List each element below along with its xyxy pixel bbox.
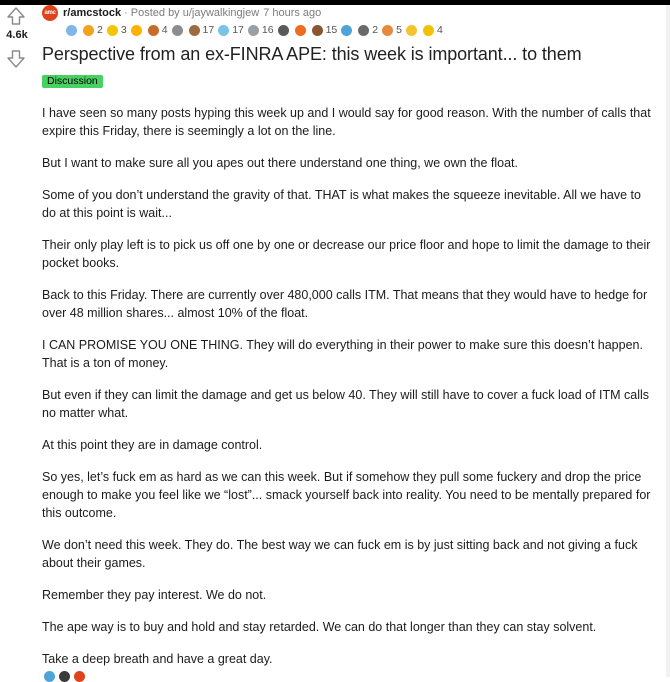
clapping-hands-icon — [131, 25, 142, 36]
treasure-icon — [278, 25, 289, 36]
post-flair[interactable]: Discussion — [42, 75, 103, 88]
body-paragraph: But I want to make sure all you apes out there understand one thing, we own the float. — [42, 156, 518, 170]
post-meta — [42, 5, 321, 21]
award-count: 16 — [261, 24, 274, 36]
body-paragraph: I have seen so many posts hyping this week up and I would say for good reason. With the number of calls that expire this Friday, there is seemingly a lot on the line. — [42, 106, 651, 138]
body-paragraph: But even if they can limit the damage and get us below 40. They will still have to cover a fuck load of ITM calls no matter what. — [42, 388, 650, 420]
fire-ape-icon — [295, 25, 306, 36]
award[interactable] — [382, 24, 402, 36]
gorilla-hand-icon — [172, 25, 183, 36]
posted-by-label: Posted by — [130, 7, 180, 19]
award-count: 2 — [372, 24, 379, 36]
crown-icon — [107, 25, 118, 36]
award-count: 15 — [325, 24, 338, 36]
subreddit-link[interactable]: r/amcstock — [63, 7, 122, 19]
blue-badge-icon — [66, 25, 77, 36]
body-paragraph: Take a deep breath and have a great day. — [42, 652, 273, 666]
award[interactable] — [248, 24, 274, 36]
body-paragraph: So yes, let’s fuck em as hard as we can this week. But if somehow they pull some fuckery and drop the price enough to make you feel like we “lost”... smack yourself back into reality. You need to be mentally prepared for this outcome. — [42, 470, 651, 520]
award[interactable] — [423, 24, 443, 36]
award[interactable] — [83, 24, 103, 36]
silver-dollar-icon — [248, 25, 259, 36]
author-link[interactable]: u/jaywalkingjew — [182, 7, 260, 19]
scroll-track[interactable] — [666, 5, 670, 677]
award[interactable] — [66, 25, 79, 36]
award[interactable] — [218, 24, 244, 36]
body-paragraph: I CAN PROMISE YOU ONE THING. They will do everything in their power to make sure this doesn’t happen. That is a ton of money. — [42, 338, 643, 370]
body-paragraph: Back to this Friday. There are currently over 480,000 calls ITM. That means that they would have to hedge for over 48 million shares... almost 10% of the float. — [42, 288, 648, 320]
award[interactable] — [358, 24, 378, 36]
award-count: 2 — [97, 24, 103, 36]
body-paragraph: At this point they are in damage control. — [42, 438, 263, 452]
body-paragraph: Some of you don’t understand the gravity of that. THAT is what makes the squeeze inevitable. All we have to do at this point is wait... — [42, 188, 641, 220]
award[interactable] — [278, 25, 291, 36]
body-paragraph: Their only play left is to pick us off one by one or decrease our price floor and hope to limit the damage to their pocket books. — [42, 238, 651, 270]
bear-icon — [312, 25, 323, 36]
hands-up-icon — [423, 25, 434, 36]
award-count: 4 — [436, 24, 443, 36]
post-time[interactable]: 7 hours ago — [263, 7, 322, 19]
award[interactable] — [341, 25, 354, 36]
laugh-icon — [406, 25, 417, 36]
meta-separator: · — [124, 7, 128, 19]
award[interactable] — [312, 24, 338, 36]
vote-score: 4.6k — [6, 29, 28, 41]
body-paragraph: The ape way is to buy and hold and stay retarded. We can do that longer than they can stay solvent. — [42, 620, 597, 634]
award-count: 3 — [120, 24, 127, 36]
diamond-trophy-icon — [218, 25, 229, 36]
subreddit-icon[interactable]: amc — [42, 5, 58, 21]
award[interactable] — [131, 25, 144, 36]
post-title[interactable]: Perspective from an ex-FINRA APE: this week is important... to them — [42, 44, 582, 64]
awards-row[interactable] — [66, 22, 447, 38]
rocket-ship-icon — [148, 25, 159, 36]
award-count: 5 — [396, 24, 402, 36]
body-paragraph: We don’t need this week. They do. The best way we can fuck em is by just sitting back and not giving a fuck about their games. — [42, 538, 638, 570]
downvote-arrow-icon[interactable] — [6, 49, 26, 69]
award-count: 17 — [202, 24, 215, 36]
award[interactable] — [406, 25, 419, 36]
award-count: 17 — [232, 24, 244, 36]
award[interactable] — [189, 24, 215, 36]
ape-icon — [189, 25, 200, 36]
smile-coin-icon — [341, 25, 352, 36]
upvote-arrow-icon[interactable] — [6, 6, 26, 26]
body-paragraph: Remember they pay interest. We do not. — [42, 588, 267, 602]
award[interactable] — [295, 25, 308, 36]
wholesome-icon — [382, 25, 393, 36]
award-count: 4 — [161, 24, 168, 36]
post-body — [42, 104, 652, 668]
award[interactable] — [107, 24, 127, 36]
award[interactable] — [148, 24, 168, 36]
ape-face-icon — [358, 25, 369, 36]
rocket-icon — [83, 25, 94, 36]
award[interactable] — [172, 25, 185, 36]
